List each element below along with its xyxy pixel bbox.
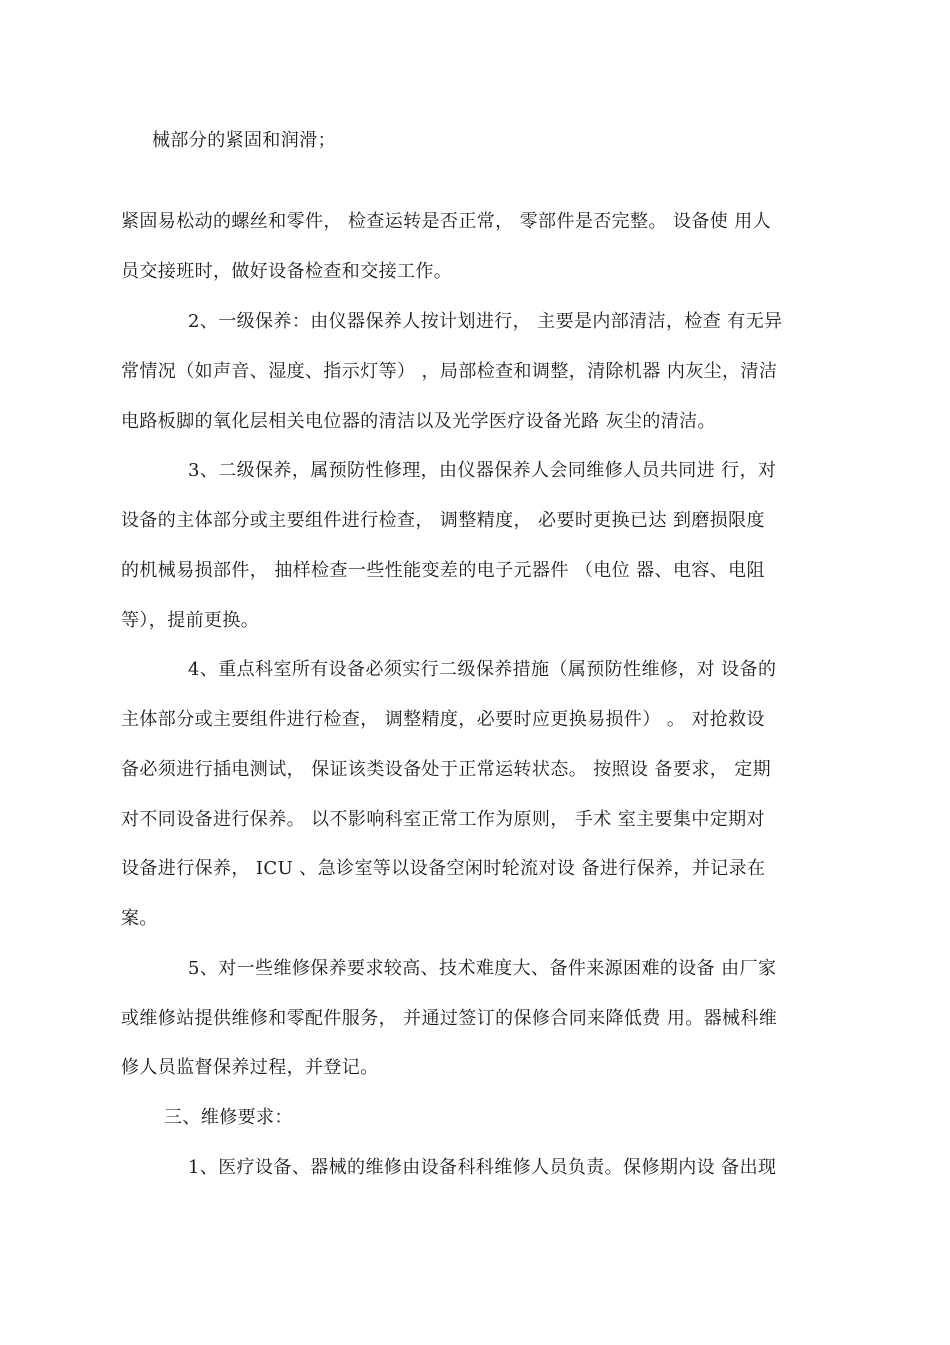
text-line: 设备进行保养， ICU 、急诊室等以设备空闲时轮流对设 备进行保养，并记录在 <box>121 858 766 879</box>
text-line: 对不同设备进行保养。 以不影响科室正常工作为原则， 手术 室主要集中定期对 <box>121 809 765 830</box>
text-line: 2、一级保养：由仪器保养人按计划进行， 主要是内部清洁，检查 有无异 <box>188 311 783 332</box>
text-line: 设备的主体部分或主要组件进行检查， 调整精度， 必要时更换已达 到磨损限度 <box>121 510 765 531</box>
text-line: 3、二级保养，属预防性修理，由仪器保养人会同维修人员共同进 行，对 <box>188 460 777 481</box>
text-line: 等），提前更换。 <box>121 610 260 631</box>
text-line: 常情况（如声音、湿度、指示灯等） ，局部检查和调整，清除机器 内灰尘，清洁 <box>121 361 778 382</box>
text-line: 械部分的紧固和润滑； <box>152 130 336 151</box>
text-line: 修人员监督保养过程，并登记。 <box>121 1057 379 1078</box>
text-line: 或维修站提供维修和零配件服务， 并通过签订的保修合同来降低费 用。器械科维 <box>121 1008 778 1029</box>
text-line: 主体部分或主要组件进行检查， 调整精度，必要时应更换易损件） 。 对抢救设 <box>121 709 765 730</box>
text-line: 员交接班时，做好设备检查和交接工作。 <box>121 261 453 282</box>
section-heading: 三、维修要求： <box>164 1107 293 1128</box>
text-line: 5、对一些维修保养要求较高、技术难度大、备件来源困难的设备 由厂家 <box>188 958 777 979</box>
text-line: 电路板脚的氧化层相关电位器的清洁以及光学医疗设备光路 灰尘的清洁。 <box>121 411 716 432</box>
text-line: 案。 <box>121 908 158 929</box>
text-line: 的机械易损部件， 抽样检查一些性能变差的电子元器件 （电位 器、电容、电阻 <box>121 560 765 581</box>
text-line: 4、重点科室所有设备必须实行二级保养措施（属预防性维修，对 设备的 <box>188 659 777 680</box>
text-line: 紧固易松动的螺丝和零件， 检查运转是否正常， 零部件是否完整。 设备使 用人 <box>121 211 772 232</box>
text-line: 备必须进行插电测试， 保证该类设备处于正常运转状态。 按照设 备要求， 定期 <box>121 759 772 780</box>
text-line: 1、医疗设备、器械的维修由设备科科维修人员负责。保修期内设 备出现 <box>188 1157 777 1178</box>
